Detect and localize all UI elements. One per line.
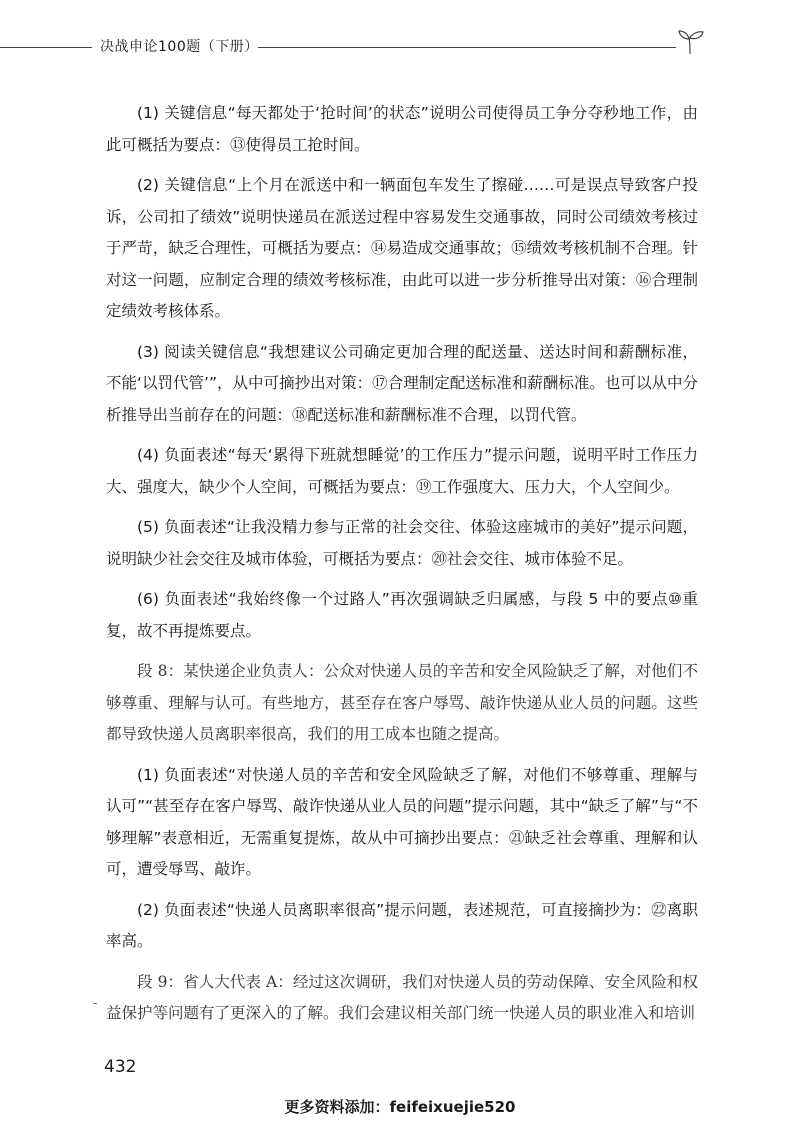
analysis-item: (1) 负面表述“对快递人员的辛苦和安全风险缺乏了解，对他们不够尊重、理解与认可”“甚至存在客户辱骂、敲诈快递从业人员的问题”提示问题，其中“缺乏了解”与“不够理解”表意相近，无需重复提炼，故从中可摘抄出要点：㉑缺乏社会尊重、理解和认可，遭受辱骂、敲诈。: [106, 765, 698, 878]
analysis-item: (2) 负面表述“快递人员离职率很高”提示问题，表述规范，可直接摘抄为：㉒离职率高。: [106, 900, 698, 950]
analysis-item: (1) 关键信息“每天都处于‘抢时间’的状态”说明公司使得员工争分夺秒地工作，由此可概括为要点：⑬使得员工抢时间。: [106, 104, 698, 154]
header-rule-left: [0, 47, 92, 48]
sprout-icon: [676, 28, 706, 56]
analysis-item: (5) 负面表述“让我没精力参与正常的社会交往、体验这座城市的美好”提示问题，说明缺少社会交往及城市体验，可概括为要点：⑳社会交往、城市体验不足。: [106, 518, 698, 568]
source-segment-8: 段 8：某快递企业负责人：公众对快递人员的辛苦和安全风险缺乏了解，对他们不够尊重、理解与认可。有些地方，甚至存在客户辱骂、敲诈快递从业人员的问题。这些都导致快递人员离职率很高，我们的用工成本也随之提高。: [106, 662, 698, 743]
analysis-item: (4) 负面表述“每天‘累得下班就想睡觉’的工作压力”提示问题，说明平时工作压力大、强度大，缺少个人空间，可概括为要点：⑲工作强度大、压力大，个人空间少。: [106, 446, 698, 496]
page-body: [106, 98, 698, 1039]
margin-mark: -: [93, 996, 98, 1010]
analysis-item: (6) 负面表述“我始终像一个过路人”再次强调缺乏归属感，与段 5 中的要点⑩重复，故不再提炼要点。: [106, 590, 698, 640]
page-number: 432: [104, 1057, 137, 1077]
header-rule-right: [258, 47, 676, 48]
analysis-item: (2) 关键信息“上个月在派送中和一辆面包车发生了擦碰……可是误点导致客户投诉，公司扣了绩效”说明快递员在派送过程中容易发生交通事故，同时公司绩效考核过于严苛，缺乏合理性，可概括为要点：⑭易造成交通事故；⑮绩效考核机制不合理。针对这一问题，应制定合理的绩效考核标准，由此可以进一步分析推导出对策：⑯合理制定绩效考核体系。: [106, 176, 698, 320]
source-segment-9: 段 9：省人大代表 A：经过这次调研，我们对快递人员的劳动保障、安全风险和权益保护等问题有了更深入的了解。我们会建议相关部门统一快递人员的职业准入和培训: [106, 972, 698, 1022]
book-title: 决战申论100题（下册）: [100, 39, 259, 55]
running-header: [0, 36, 800, 60]
footer-note: 更多资料添加：feifeixuejie520: [284, 1098, 516, 1116]
analysis-item: (3) 阅读关键信息“我想建议公司确定更加合理的配送量、送达时间和薪酬标准，不能‘以罚代管’”，从中可摘抄出对策：⑰合理制定配送标准和薪酬标准。也可以从中分析推导出当前存在的问题：⑱配送标准和薪酬标准不合理，以罚代管。: [106, 342, 698, 424]
